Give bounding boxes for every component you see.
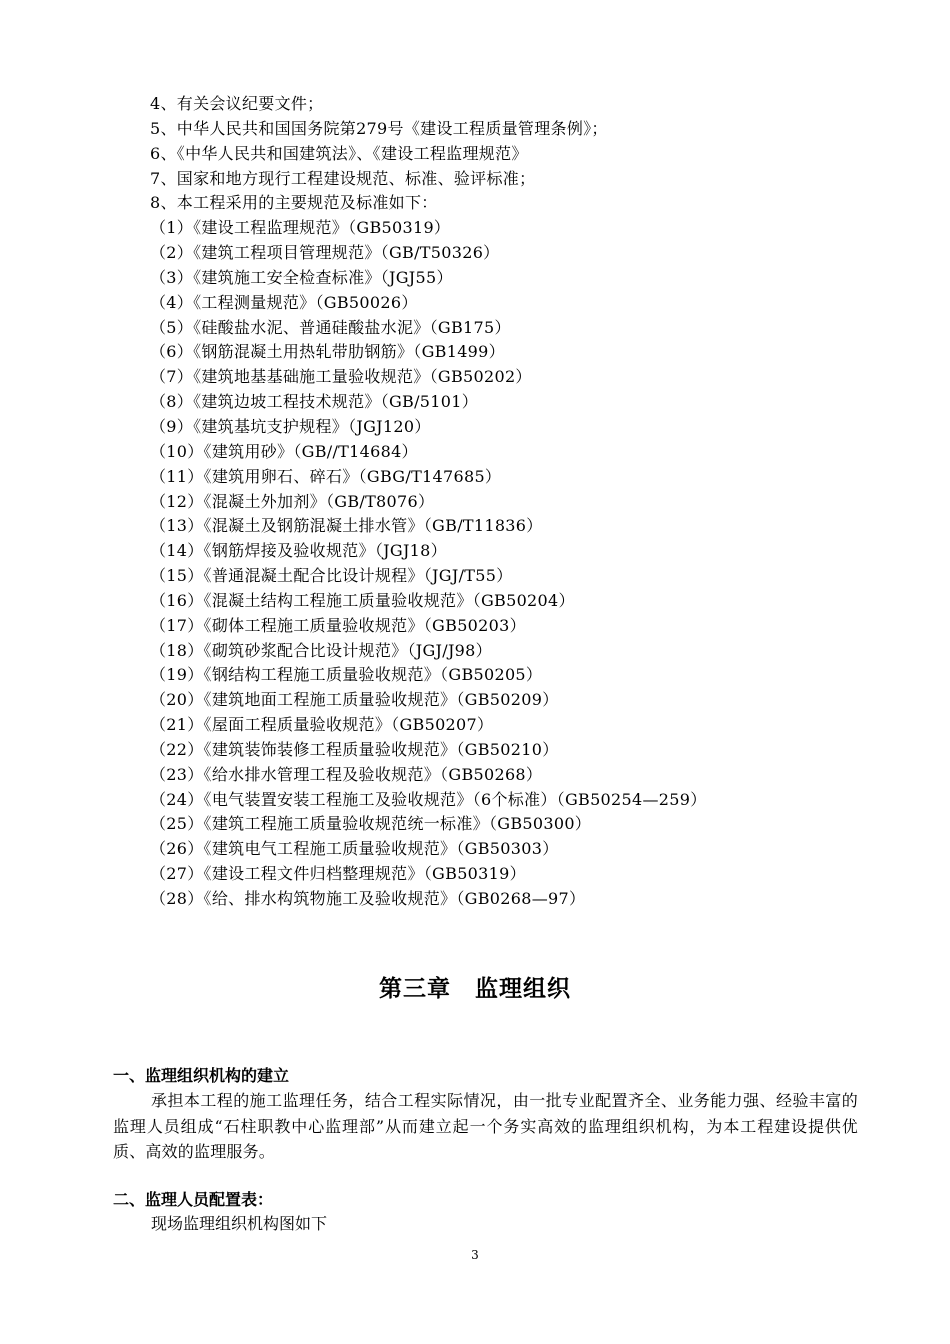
section-text-staffing: 现场监理组织机构图如下 <box>151 1214 328 1233</box>
list-item: （28）《给、排水构筑物施工及验收规范》（GB0268—97） <box>150 889 586 908</box>
list-item: 8、本工程采用的主要规范及标准如下： <box>150 193 438 213</box>
list-item: （6）《钢筋混凝土用热轧带肋钢筋》（GB1499） <box>150 342 505 362</box>
list-item: （17）《砌体工程施工质量验收规范》（GB50203） <box>150 615 526 635</box>
list-item: （22）《建筑装饰装修工程质量验收规范》（GB50210） <box>150 739 559 759</box>
list-item: （12）《混凝土外加剂》（GB/T8076） <box>150 491 435 511</box>
section-heading-organization: 一、监理组织机构的建立 <box>113 1066 290 1085</box>
list-item: （25）《建筑工程施工质量验收规范统一标准》（GB50300） <box>150 814 592 834</box>
list-item: （11）《建筑用卵石、碎石》（GBG/T147685） <box>150 466 502 486</box>
list-item: （20）《建筑地面工程施工质量验收规范》（GB50209） <box>150 690 559 710</box>
list-item: （5）《硅酸盐水泥、普通硅酸盐水泥》（GB175） <box>150 317 511 337</box>
list-item: （13）《混凝土及钢筋混凝土排水管》（GB/T11836） <box>150 516 543 536</box>
list-item: （26）《建筑电气工程施工质量验收规范》（GB50303） <box>150 839 559 859</box>
page-number: 3 <box>471 1248 479 1262</box>
list-item: （10）《建筑用砂》（GB//T14684） <box>150 441 418 461</box>
list-item: （21）《屋面工程质量验收规范》（GB50207） <box>150 715 494 735</box>
list-item: （2）《建筑工程项目管理规范》（GB/T50326） <box>150 243 500 263</box>
list-item: （19）《钢结构工程施工质量验收规范》（GB50205） <box>150 665 543 685</box>
list-item: （18）《砌筑砂浆配合比设计规范》（JGJ/J98） <box>150 640 492 660</box>
list-item: （8）《建筑边坡工程技术规范》（GB/5101） <box>150 392 479 412</box>
list-item: （15）《普通混凝土配合比设计规程》（JGJ/T55） <box>150 566 513 586</box>
list-item: 6、《中华人民共和国建筑法》、《建设工程监理规范》 <box>150 143 528 163</box>
list-item: （23）《给水排水管理工程及验收规范》（GB50268） <box>150 764 543 784</box>
list-item: （9）《建筑基坑支护规程》（JGJ120） <box>150 416 431 436</box>
list-item: （1）《建设工程监理规范》（GB50319） <box>150 218 451 238</box>
list-item: （7）《建筑地基基础施工量验收规范》（GB50202） <box>150 367 532 387</box>
section-paragraph-organization: 承担本工程的施工监理任务，结合工程实际情况，由一批专业配置齐全、业务能力强、经验丰富的监理人员组成“石柱职教中心监理部”从而建立起一个务实高效的监理组织机构，为本工程建设提供优质、高效的监理服务。 <box>113 1091 858 1161</box>
list-item: （3）《建筑施工安全检查标准》（JGJ55） <box>150 267 453 287</box>
section-heading-staffing: 二、监理人员配置表： <box>113 1190 274 1209</box>
list-item: 4、有关会议纪要文件； <box>150 94 324 113</box>
list-item: （24）《电气装置安装工程施工及验收规范》（6个标准）（GB50254—259） <box>150 789 707 809</box>
chapter-title: 第三章 监理组织 <box>379 975 571 1002</box>
reference-list <box>150 92 910 912</box>
list-item: 5、中华人民共和国国务院第279号《建设工程质量管理条例》； <box>150 118 608 138</box>
list-item: （4）《工程测量规范》（GB50026） <box>150 292 418 312</box>
list-item: （14）《钢筋焊接及验收规范》（JGJ18） <box>150 541 447 561</box>
list-item: （16）《混凝土结构工程施工质量验收规范》（GB50204） <box>150 590 575 610</box>
list-item: （27）《建设工程文件归档整理规范》（GB50319） <box>150 864 526 884</box>
list-item: 7、国家和地方现行工程建设规范、标准、验评标准； <box>150 168 536 188</box>
